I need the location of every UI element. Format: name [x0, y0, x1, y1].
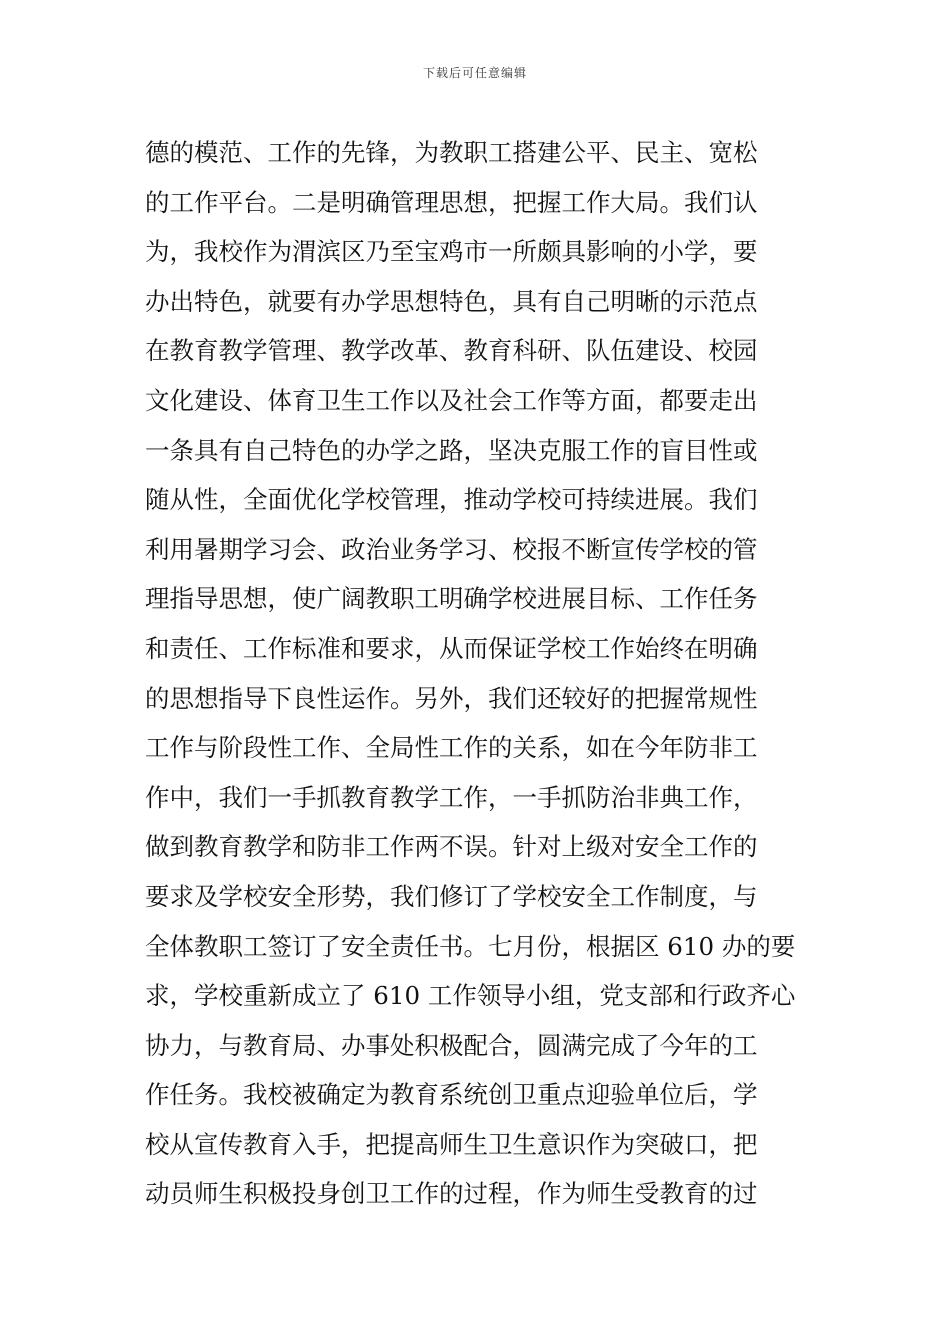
text-line: 做到教育教学和防非工作两不误。针对上级对安全工作的 [145, 832, 758, 862]
text-line: 校从宣传教育入手，把提高师生卫生意识作为突破口，把 [145, 1129, 758, 1159]
text-line: 文化建设、体育卫生工作以及社会工作等方面，都要走出 [145, 385, 758, 415]
text-line: 利用暑期学习会、政治业务学习、校报不断宣传学校的管 [145, 534, 758, 564]
text-line: 为，我校作为渭滨区乃至宝鸡市一所颇具影响的小学，要 [145, 237, 758, 267]
text-line: 办出特色，就要有办学思想特色，具有自己明晰的示范点 [145, 286, 758, 316]
page-header: 下载后可任意编辑 [422, 66, 527, 80]
text-line: 全体教职工签订了安全责任书。七月份，根据区 610 办的要 [145, 931, 796, 961]
text-line: 德的模范、工作的先锋，为教职工搭建公平、民主、宽松 [145, 138, 758, 167]
text-line: 作中，我们一手抓教育教学工作，一手抓防治非典工作， [145, 782, 758, 812]
text-line: 理指导思想，使广阔教职工明确学校进展目标、工作任务 [145, 584, 758, 614]
text-line: 工作与阶段性工作、全局性工作的关系，如在今年防非工 [145, 733, 758, 763]
text-line: 协力，与教育局、办事处积极配合，圆满完成了今年的工 [145, 1030, 758, 1060]
body-paragraph [145, 128, 810, 1219]
text-line: 在教育教学管理、教学改革、教育科研、队伍建设、校园 [145, 336, 758, 366]
text-line: 作任务。我校被确定为教育系统创卫重点迎验单位后，学 [145, 1080, 758, 1110]
text-line: 一条具有自己特色的办学之路，坚决克服工作的盲目性或 [145, 435, 758, 465]
text-line: 的工作平台。二是明确管理思想，把握工作大局。我们认 [145, 187, 758, 217]
text-line: 求，学校重新成立了 610 工作领导小组，党支部和行政齐心 [145, 981, 796, 1011]
text-line: 随从性，全面优化学校管理，推动学校可持续进展。我们 [145, 485, 758, 515]
text-line: 和责任、工作标准和要求，从而保证学校工作始终在明确 [145, 633, 758, 663]
text-line: 动员师生积极投身创卫工作的过程，作为师生受教育的过 [145, 1179, 758, 1209]
text-line: 的思想指导下良性运作。另外，我们还较好的把握常规性 [145, 683, 758, 713]
text-line: 要求及学校安全形势，我们修订了学校安全工作制度，与 [145, 881, 758, 911]
